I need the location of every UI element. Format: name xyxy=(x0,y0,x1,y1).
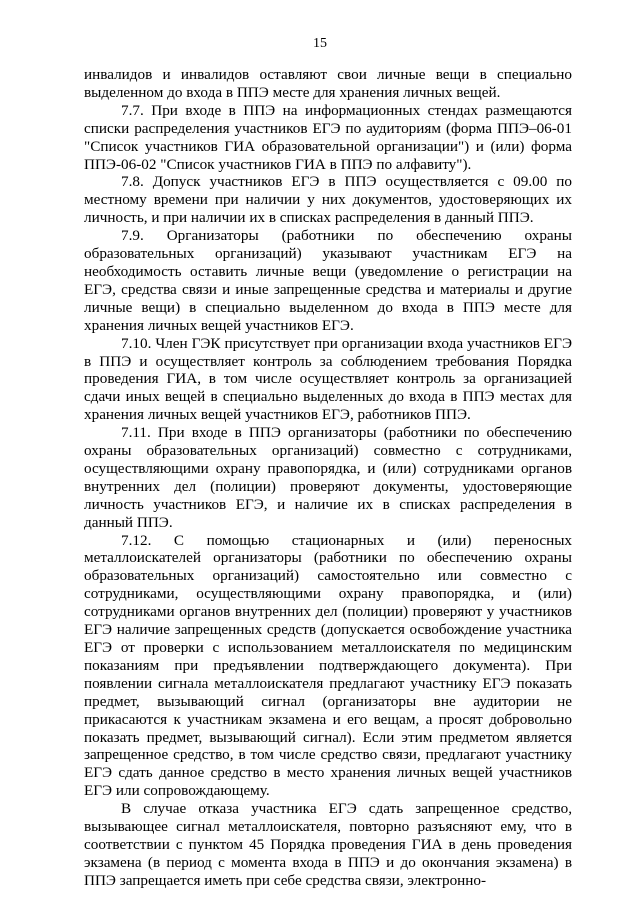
paragraph-refusal: В случае отказа участника ЕГЭ сдать запрещенное средство, вызывающее сигнал металлоискателя, повторно разъясняют ему, что в соответствии с пунктом 45 Порядка проведения ГИА в день проведения экзамена (в период с момента входа в ППЭ и до окончания экзамена) в ППЭ запрещается иметь при себе средства связи, электронно- xyxy=(84,800,572,889)
document-body xyxy=(84,66,572,890)
page-number: 15 xyxy=(313,36,327,51)
paragraph-7-11: 7.11. При входе в ППЭ организаторы (работники по обеспечению охраны образовательных организаций) совместно с сотрудниками, осуществляющими охрану правопорядка, и (или) сотрудниками органов внутренних дел (полиции) проверяют документы, удостоверяющие личность участников ЕГЭ, и наличие их в списках распределения в данный ППЭ. xyxy=(84,424,572,531)
paragraph-continuation: инвалидов и инвалидов оставляют свои личные вещи в специально выделенном до входа в ППЭ месте для хранения личных вещей. xyxy=(84,66,572,101)
paragraph-7-9: 7.9. Организаторы (работники по обеспечению охраны образовательных организаций) указывают участникам ЕГЭ на необходимость оставить личные вещи (уведомление о регистрации на ЕГЭ, средства связи и иные запрещенные средства и материалы и другие личные вещи) в специально выделенном до входа в ППЭ месте для хранения личных вещей участников ЕГЭ. xyxy=(84,227,572,334)
paragraph-7-12: 7.12. С помощью стационарных и (или) переносных металлоискателей организаторы (работники по обеспечению охраны образовательных организаций) самостоятельно или совместно с сотрудниками, осуществляющими охрану правопорядка, и (или) сотрудниками органов внутренних дел (полиции) проверяют у участников ЕГЭ наличие запрещенных средств (допускается освобождение участника ЕГЭ от проверки с использованием металлоискателя по медицинским показаниям при предъявлении подтверждающего документа). При появлении сигнала металлоискателя предлагают участнику ЕГЭ показать предмет, вызывающий сигнал (организаторы вне аудитории не прикасаются к участникам экзамена и его вещам, а просят добровольно показать предмет, вызывающий сигнал). Если этим предметом является запрещенное средство, в том числе средство связи, предлагают участнику ЕГЭ сдать данное средство в место хранения личных вещей участников ЕГЭ или сопровождающему. xyxy=(84,531,572,800)
paragraph-7-10: 7.10. Член ГЭК присутствует при организации входа участников ЕГЭ в ППЭ и осуществляет контроль за соблюдением требования Порядка проведения ГИА, в том числе осуществляет контроль за организацией сдачи иных вещей в специально выделенных до входа в ППЭ местах для хранения личных вещей участников ЕГЭ, работников ППЭ. xyxy=(84,334,572,424)
paragraph-7-7: 7.7. При входе в ППЭ на информационных стендах размещаются списки распределения участников ЕГЭ по аудиториям (форма ППЭ–06-01 "Список участников ГИА образовательной организации") и (или) форма ППЭ-06-02 "Список участников ГИА в ППЭ по алфавиту"). xyxy=(84,101,572,173)
paragraph-7-8: 7.8. Допуск участников ЕГЭ в ППЭ осуществляется с 09.00 по местному времени при наличии у них документов, удостоверяющих их личность, и при наличии их в списках распределения в данный ППЭ. xyxy=(84,173,572,227)
